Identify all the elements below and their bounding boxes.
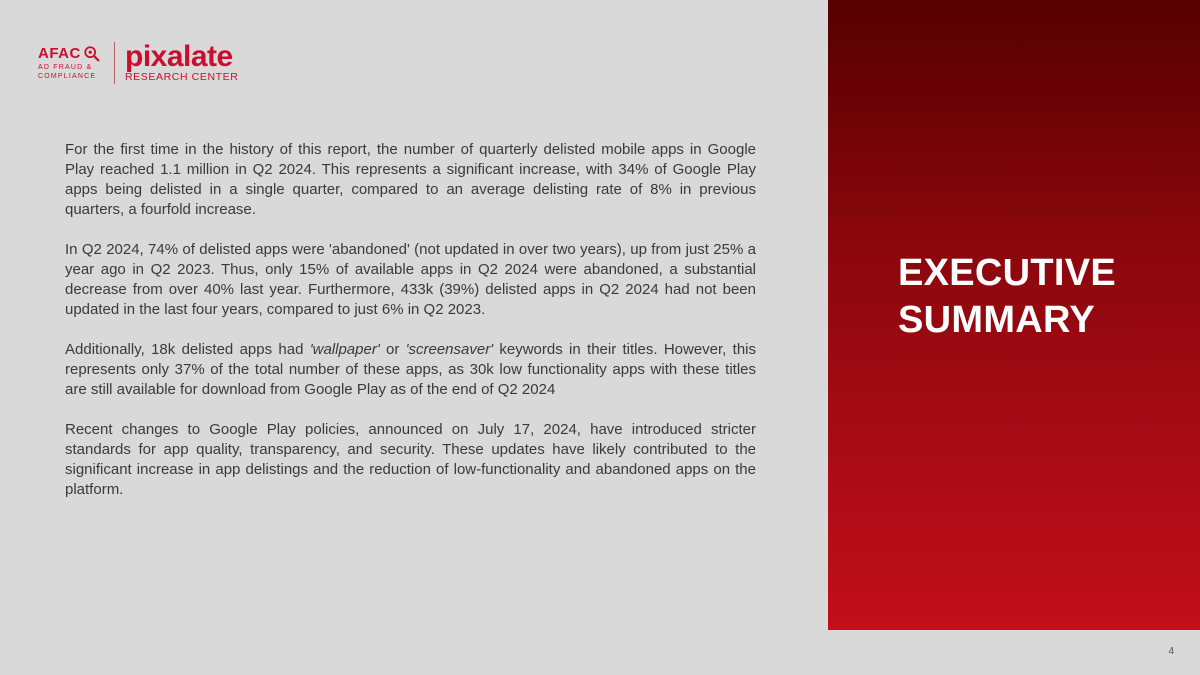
magnifier-icon — [83, 45, 101, 63]
brand-logo — [28, 38, 256, 88]
title-panel — [828, 0, 1200, 630]
paragraph-keywords-part1: Additionally, 18k delisted apps had — [65, 341, 310, 358]
summary-body — [65, 140, 756, 500]
pixalate-wordmark: pixalate — [125, 40, 233, 73]
keyword-screensaver: 'screensaver' — [405, 341, 494, 358]
pixalate-logo — [125, 40, 239, 83]
section-title-line2: SUMMARY — [898, 299, 1096, 341]
page-number: 4 — [1168, 646, 1174, 657]
afac-wordmark: AFAC — [38, 45, 81, 62]
keyword-wallpaper: 'wallpaper' — [309, 341, 380, 358]
paragraph-policy: Recent changes to Google Play policies, announced on July 17, 2024, have introduced stricter standards for app quality, transparency, and security. These updates have likely contributed to the significant increase in app delistings and the reduction of low-functionality and abandoned apps on the platform. — [65, 421, 756, 498]
paragraph-abandoned: In Q2 2024, 74% of delisted apps were 'abandoned' (not updated in over two years), up from just 25% a year ago in Q2 2023. Thus, only 15% of available apps in Q2 2024 were abandoned, a substantial decrease from over 40% last year. Furthermore, 433k (39%) delisted apps in Q2 2024 had not been updated in the last four years, compared to just 6% in Q2 2023. — [65, 241, 756, 318]
section-title-line1: EXECUTIVE — [898, 252, 1117, 294]
logo-divider — [114, 42, 115, 84]
paragraph-delisting: For the first time in the history of this report, the number of quarterly delisted mobile apps in Google Play reached 1.1 million in Q2 2024. This represents a significant increase, with 34% of Google Play apps being delisted in a single quarter, compared to an average delisting rate of 8% in previous quarters, a fourfold increase. — [65, 141, 756, 218]
paragraph-keywords-part3: keywords in their titles. However, this represents only 37% of the total number of these apps, as 30k low functionality apps with these titles are still available for download from Google Play as of the end of Q2 2024 — [65, 341, 757, 398]
paragraph-keywords-part2: or — [379, 341, 406, 358]
afac-logo — [28, 45, 112, 81]
paragraph-keywords — [65, 340, 756, 400]
afac-subtitle-line2: COMPLIANCE — [38, 73, 97, 80]
section-title — [898, 250, 1116, 344]
afac-subtitle-line1: AD FRAUD & — [38, 64, 93, 71]
research-center-label: RESEARCH CENTER — [125, 71, 239, 83]
